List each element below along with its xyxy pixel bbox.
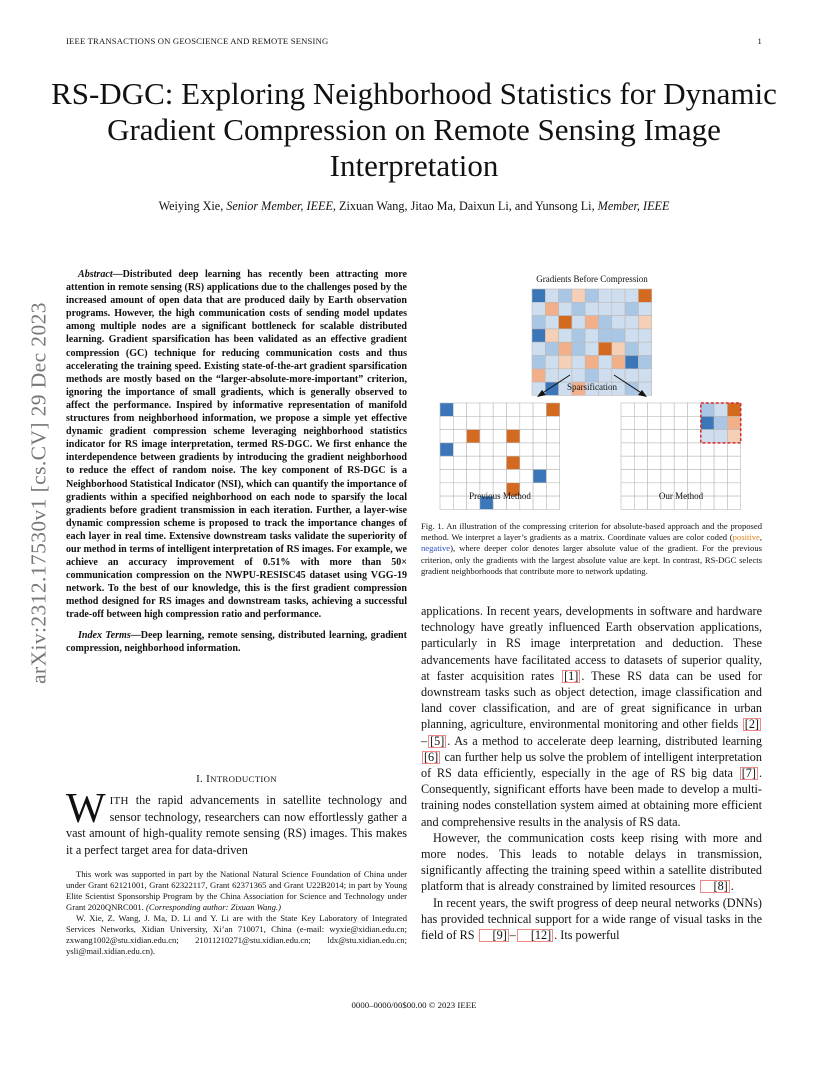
matrix-cell: [638, 369, 651, 382]
matrix-cell: [599, 329, 612, 342]
matrix-cell: [507, 403, 520, 416]
matrix-cell: [493, 403, 506, 416]
matrix-cell: [453, 416, 466, 429]
matrix-cell: [533, 470, 546, 483]
matrix-cell: [701, 403, 714, 416]
matrix-cell: [507, 456, 520, 469]
matrix-cell: [559, 302, 572, 315]
matrix-cell: [546, 496, 559, 509]
footnotes: [66, 869, 407, 957]
label-sparsification: Sparsification: [567, 382, 617, 392]
matrix-cell: [638, 342, 651, 355]
citation-link[interactable]: [1]: [564, 668, 579, 683]
paragraph-1: [421, 603, 762, 830]
matrix-cell: [727, 443, 740, 456]
matrix-cell: [638, 316, 651, 329]
paper-title: RS-DGC: Exploring Neighborhood Statistics for Dynamic Gradient Compression on Remote Sensing Image Interpretation: [51, 76, 777, 183]
p3-text-b: . Its powerful: [554, 928, 620, 943]
matrix-cell: [701, 416, 714, 429]
matrix-cell: [585, 302, 598, 315]
matrix-cell: [648, 443, 661, 456]
matrix-cell: [440, 403, 453, 416]
p2-text-b: .: [730, 879, 734, 894]
matrix-cell: [480, 470, 493, 483]
label-our-method: Our Method: [658, 491, 704, 501]
matrix-cell: [621, 443, 634, 456]
caption-sep: ,: [759, 532, 762, 543]
matrix-cell: [714, 416, 727, 429]
matrix-cell: [546, 470, 559, 483]
matrix-cell: [546, 430, 559, 443]
matrix-cell: [714, 430, 727, 443]
matrix-cell: [559, 316, 572, 329]
section-title: NTRODUCTION: [210, 774, 277, 784]
matrix-cell: [621, 496, 634, 509]
matrix-cell: [701, 430, 714, 443]
matrix-cell: [533, 403, 546, 416]
right-column-body: [421, 603, 762, 943]
matrix-cell: [625, 316, 638, 329]
matrix-cell: [453, 496, 466, 509]
matrix-cell: [612, 356, 625, 369]
caption-text-1: An illustration of the compressing criterion for absolute-based approach and the proposed method. We interpret a layer’s gradients as a matrix. Coordinate values are color coded (: [421, 521, 762, 543]
matrix-cell: [493, 416, 506, 429]
matrix-cell: [440, 443, 453, 456]
citation-link[interactable]: [7]: [741, 766, 756, 781]
matrix-cell: [546, 403, 559, 416]
p1-text-b: . These RS data can be used for downstream tasks such as object detection, image classification and land cover classification, and are of great significance in urban planning, agriculture, environmental monitoring and other fields: [421, 668, 762, 732]
matrix-cell: [493, 456, 506, 469]
matrix-cell: [559, 329, 572, 342]
copyright-notice: 0000–0000/00$00.00 © 2023 IEEE: [351, 1000, 477, 1010]
matrix-cell: [625, 302, 638, 315]
matrix-cell: [546, 483, 559, 496]
matrix-cell: [648, 456, 661, 469]
matrix-cell: [585, 356, 598, 369]
matrix-cell: [467, 443, 480, 456]
matrix-cell: [648, 430, 661, 443]
author-last-role: Member, IEEE: [597, 199, 670, 213]
matrix-cell: [520, 430, 533, 443]
matrix-cell: [532, 342, 545, 355]
matrix-cell: [585, 329, 598, 342]
matrix-cell: [545, 356, 558, 369]
matrix-cell: [520, 403, 533, 416]
matrix-cell: [572, 329, 585, 342]
p3-text-a: In recent years, the swift progress of deep neural networks (DNNs) has provided technical support for a wide range of visual tasks in the field of RS: [421, 895, 762, 943]
matrix-cell: [453, 456, 466, 469]
matrix-cell: [701, 470, 714, 483]
matrix-cell: [714, 403, 727, 416]
matrix-cell: [661, 443, 674, 456]
matrix-cell: [572, 289, 585, 302]
matrix-cell: [688, 443, 701, 456]
citation-link[interactable]: [2]: [744, 717, 759, 732]
matrix-cell: [661, 470, 674, 483]
matrix-cell: [599, 342, 612, 355]
matrix-cell: [532, 329, 545, 342]
matrix-cell: [612, 329, 625, 342]
matrix-cell: [599, 302, 612, 315]
section-heading: [66, 773, 407, 785]
matrix-cell: [621, 430, 634, 443]
matrix-cell: [572, 342, 585, 355]
abstract: [66, 268, 407, 622]
matrix-cell: [612, 316, 625, 329]
matrix-cell: [440, 470, 453, 483]
range-dash: –: [509, 928, 516, 943]
matrix-cell: [572, 302, 585, 315]
abstract-text: —Distributed deep learning has recently been attracting more attention in remote sensing (RS) applications due to the challenges posed by the increased amount of open data that are produced daily by Earth observation programs. However, the high communication costs of sending model updates among multiple nodes are a significant bottleneck for scalable distributed learning. Gradient sparsification has been validated as an effective gradient compression (GC) technique for reducing communication costs and thus accelerating the training speed. Existing state-of-the-art gradient sparsification methods are mostly based on the “larger-absolute-more-important” criterion, ignoring the importance of small gradients, which is generally observed to affect the performance. Inspired by informative representation of manifold structures from neighborhood information, we propose a simple yet effective dynamic gradient compression scheme leveraging neighborhood statistics indicator for RS image interpretation, termed RS-DGC. We first enhance the interdependence between gradients by introducing the gradient neighborhood to reduce the effect of random noise. The key component of RS-DGC is a Neighborhood Statistical Indicator (NSI), which can quantify the importance of gradients within a specified neighborhood on each node to sparsify the local gradients before gradient transmission in each iteration. Further, a layer-wise dynamic compression scheme is proposed to track the importance changes of each layer in real time. Extensive downstream tasks validate the superiority of our method in terms of intelligent interpretation of RS images. For example, we achieve an accuracy improvement of 0.51% with more than 50× communication compression on the NWPU-RESISC45 dataset using VGG-19 network. To the best of our knowledge, this is the first gradient compression method designed for RS images and downstream tasks, achieving a successful trade-off between high compression ratio and performance.: [66, 269, 407, 621]
matrix-cell: [625, 329, 638, 342]
matrix-cell: [638, 329, 651, 342]
matrix-cell: [674, 443, 687, 456]
matrix-cell: [634, 430, 647, 443]
matrix-cell: [612, 302, 625, 315]
matrix-cell: [612, 289, 625, 302]
matrix-cell: [533, 416, 546, 429]
matrix-before-compression: [532, 289, 652, 395]
matrix-cell: [727, 456, 740, 469]
left-column: [66, 268, 407, 655]
matrix-cell: [559, 342, 572, 355]
index-terms-text: —Deep learning, remote sensing, distributed learning, gradient compression, neighborhood information.: [66, 629, 407, 654]
matrix-cell: [621, 483, 634, 496]
matrix-cell: [572, 356, 585, 369]
intro-paragraph: [66, 786, 407, 858]
matrix-cell: [727, 496, 740, 509]
matrix-cell: [661, 403, 674, 416]
matrix-cell: [480, 403, 493, 416]
matrix-cell: [493, 430, 506, 443]
figure-1: [420, 268, 764, 513]
intro-smallcaps: ITH: [109, 795, 129, 807]
matrix-cell: [532, 369, 545, 382]
matrix-cell: [480, 430, 493, 443]
matrix-cell: [634, 443, 647, 456]
matrix-cell: [440, 456, 453, 469]
matrix-cell: [545, 342, 558, 355]
matrix-cell: [634, 403, 647, 416]
matrix-cell: [467, 416, 480, 429]
matrix-cell: [533, 443, 546, 456]
matrix-cell: [688, 456, 701, 469]
matrix-cell: [467, 403, 480, 416]
footnote-funding: [66, 869, 407, 913]
matrix-cell: [585, 316, 598, 329]
matrix-cell: [599, 356, 612, 369]
running-head: [66, 36, 762, 46]
p1-text-c: . As a method to accelerate deep learning, distributed learning: [447, 733, 762, 748]
matrix-cell: [520, 416, 533, 429]
matrix-cell: [634, 416, 647, 429]
p1-text-e: . Consequently, significant efforts have been made to develop a multi-training nodes constellation system aimed at obtaining more efficient and comprehensive results in the analysis of RS data.: [421, 766, 762, 829]
matrix-cell: [467, 456, 480, 469]
matrix-cell: [727, 483, 740, 496]
citation-link[interactable]: [5]: [430, 733, 445, 748]
matrix-cell: [661, 416, 674, 429]
matrix-cell: [634, 456, 647, 469]
matrix-cell: [714, 470, 727, 483]
matrix-cell: [507, 430, 520, 443]
author-first: Weiying Xie,: [158, 199, 227, 213]
label-previous-method: Previous Method: [469, 491, 531, 501]
matrix-cell: [701, 443, 714, 456]
matrix-cell: [674, 416, 687, 429]
matrix-cell: [520, 456, 533, 469]
matrix-cell: [545, 302, 558, 315]
matrix-cell: [546, 456, 559, 469]
abstract-label: Abstract: [78, 269, 113, 280]
matrix-cell: [612, 342, 625, 355]
matrix-cell: [453, 470, 466, 483]
figure-diagram: [420, 268, 764, 513]
matrix-cell: [507, 470, 520, 483]
matrix-cell: [674, 403, 687, 416]
matrix-cell: [714, 443, 727, 456]
matrix-cell: [585, 289, 598, 302]
matrix-cell: [440, 416, 453, 429]
matrix-cell: [599, 369, 612, 382]
matrix-cell: [440, 496, 453, 509]
matrix-cell: [532, 356, 545, 369]
matrix-cell: [625, 289, 638, 302]
matrix-cell: [545, 289, 558, 302]
matrix-cell: [453, 403, 466, 416]
matrix-cell: [507, 416, 520, 429]
matrix-cell: [559, 356, 572, 369]
matrix-cell: [621, 416, 634, 429]
matrix-cell: [572, 316, 585, 329]
matrix-cell: [621, 403, 634, 416]
matrix-cell: [453, 443, 466, 456]
matrix-cell: [648, 416, 661, 429]
matrix-cell: [533, 456, 546, 469]
p1-text-a: applications. In recent years, developments in software and hardware technology have greatly influenced Earth observation applications, particularly in RS image interpretation and deduction. These advancements have facilitated access to datasets of superior quality, at faster acquisition rates: [421, 604, 762, 683]
matrix-cell: [585, 342, 598, 355]
arxiv-identifier: arXiv:2312.17530v1 [cs.CV] 29 Dec 2023: [26, 302, 51, 684]
matrix-cell: [714, 496, 727, 509]
range-dash: –: [421, 733, 428, 748]
matrix-cell: [546, 443, 559, 456]
matrix-cell: [520, 443, 533, 456]
matrix-cell: [480, 443, 493, 456]
caption-text-2: ), where deeper color denotes larger absolute value of the gradient. For the previous criterion, only the gradients with the largest absolute value are kept. In contrast, RS-DGC selects gradient neighborhoods that contribute more to network updating.: [421, 543, 762, 576]
matrix-cell: [545, 316, 558, 329]
caption-positive: positive: [732, 532, 760, 543]
matrix-cell: [520, 470, 533, 483]
matrix-cell: [533, 496, 546, 509]
matrix-cell: [546, 416, 559, 429]
page-number: 1: [757, 36, 762, 46]
matrix-cell: [507, 443, 520, 456]
citation-link[interactable]: [6]: [424, 749, 439, 764]
journal-name: IEEE TRANSACTIONS ON GEOSCIENCE AND REMOTE SENSING: [66, 36, 329, 46]
matrix-cell: [638, 356, 651, 369]
index-terms-label: Index Terms: [78, 629, 131, 641]
matrix-cell: [688, 416, 701, 429]
matrix-cell: [625, 342, 638, 355]
matrix-cell: [688, 403, 701, 416]
matrix-cell: [545, 369, 558, 382]
citation-link[interactable]: [8]: [700, 880, 730, 893]
matrix-cell: [625, 369, 638, 382]
matrix-cell: [440, 430, 453, 443]
matrix-cell: [532, 316, 545, 329]
caption-negative: negative: [421, 543, 451, 554]
matrix-cell: [621, 470, 634, 483]
matrix-cell: [599, 316, 612, 329]
matrix-cell: [661, 430, 674, 443]
matrix-cell: [467, 430, 480, 443]
matrix-cell: [634, 496, 647, 509]
matrix-cell: [714, 483, 727, 496]
label-gradients-before: Gradients Before Compression: [536, 274, 648, 284]
footnote-affiliation: W. Xie, Z. Wang, J. Ma, D. Li and Y. Li are with the State Key Laboratory of Integrated Services Networks, Xidian University, Xi’an 710071, China (e-mail: wyxie@xidian.edu.cn; zxwang1002@stu.xidian.edu.cn; 21011210271@stu.xidian.edu.cn; ldx@stu.xidian.edu.cn; ysli@mail.xidian.edu.cn).: [66, 913, 407, 956]
matrix-cell: [688, 470, 701, 483]
matrix-cell: [727, 403, 740, 416]
matrix-cell: [572, 369, 585, 382]
matrix-cell: [638, 302, 651, 315]
author-middle: , Zixuan Wang, Jitao Ma, Daixun Li, and Yunsong Li,: [332, 199, 598, 213]
matrix-cell: [714, 456, 727, 469]
matrix-cell: [634, 470, 647, 483]
matrix-cell: [634, 483, 647, 496]
matrix-cell: [648, 470, 661, 483]
figure-caption: [421, 521, 762, 577]
matrix-cell: [661, 456, 674, 469]
citation-link[interactable]: [9]: [479, 929, 509, 942]
intro-text: the rapid advancements in satellite technology and sensor technology, researchers can now effortlessly gather a vast amount of high-quality remote sensing (RS) images. This makes it a perfect target area for data-driven: [66, 793, 407, 857]
matrix-cell: [533, 430, 546, 443]
drop-cap: W: [66, 786, 106, 832]
matrix-cell: [559, 289, 572, 302]
matrix-cell: [545, 329, 558, 342]
matrix-cell: [532, 289, 545, 302]
funding-text: This work was supported in part by the National Natural Science Foundation of China under under Grant 62121001, Grant 62322117, Grant 62371365 and Grant U22B2014; in part by Young Elite Scientist Sponsorship Program by the China Association for Science and Technology under Grant 2020QNRC001.: [66, 869, 407, 912]
index-terms: [66, 629, 407, 655]
matrix-cell: [533, 483, 546, 496]
matrix-cell: [493, 443, 506, 456]
section-numeral: I. I: [196, 773, 211, 785]
matrix-cell: [674, 470, 687, 483]
matrix-cell: [585, 369, 598, 382]
matrix-cell: [621, 456, 634, 469]
matrix-cell: [674, 430, 687, 443]
caption-label: Fig. 1.: [421, 521, 444, 531]
matrix-cell: [599, 289, 612, 302]
matrix-cell: [453, 483, 466, 496]
matrix-cell: [467, 470, 480, 483]
p2-text-a: However, the communication costs keep rising with more and more nodes. This leads to notable delays in transmission, significantly affecting the training speed within a satellite distributed platform that is already constrained by limited resources: [421, 830, 762, 894]
corresponding-author: (Corresponding author: Zixuan Wang.): [145, 902, 281, 912]
matrix-cell: [440, 483, 453, 496]
matrix-cell: [480, 416, 493, 429]
matrix-cell: [701, 456, 714, 469]
matrix-cell: [453, 430, 466, 443]
matrix-cell: [727, 470, 740, 483]
paragraph-3: [421, 895, 762, 944]
matrix-cell: [674, 456, 687, 469]
citation-link[interactable]: [12]: [517, 929, 553, 942]
matrix-cell: [648, 403, 661, 416]
paragraph-2: [421, 830, 762, 895]
matrix-cell: [480, 456, 493, 469]
matrix-cell: [727, 430, 740, 443]
matrix-cell: [493, 470, 506, 483]
matrix-cell: [727, 416, 740, 429]
matrix-cell: [638, 289, 651, 302]
author-list: [40, 199, 788, 214]
author-first-role: Senior Member, IEEE: [226, 199, 333, 213]
p1-text-d: can further help us solve the problem of intelligent interpretation of RS data efficiently, especially in the age of RS big data: [421, 749, 762, 781]
matrix-cell: [688, 430, 701, 443]
matrix-cell: [532, 302, 545, 315]
arxiv-stamp: [24, 283, 54, 703]
matrix-cell: [625, 356, 638, 369]
